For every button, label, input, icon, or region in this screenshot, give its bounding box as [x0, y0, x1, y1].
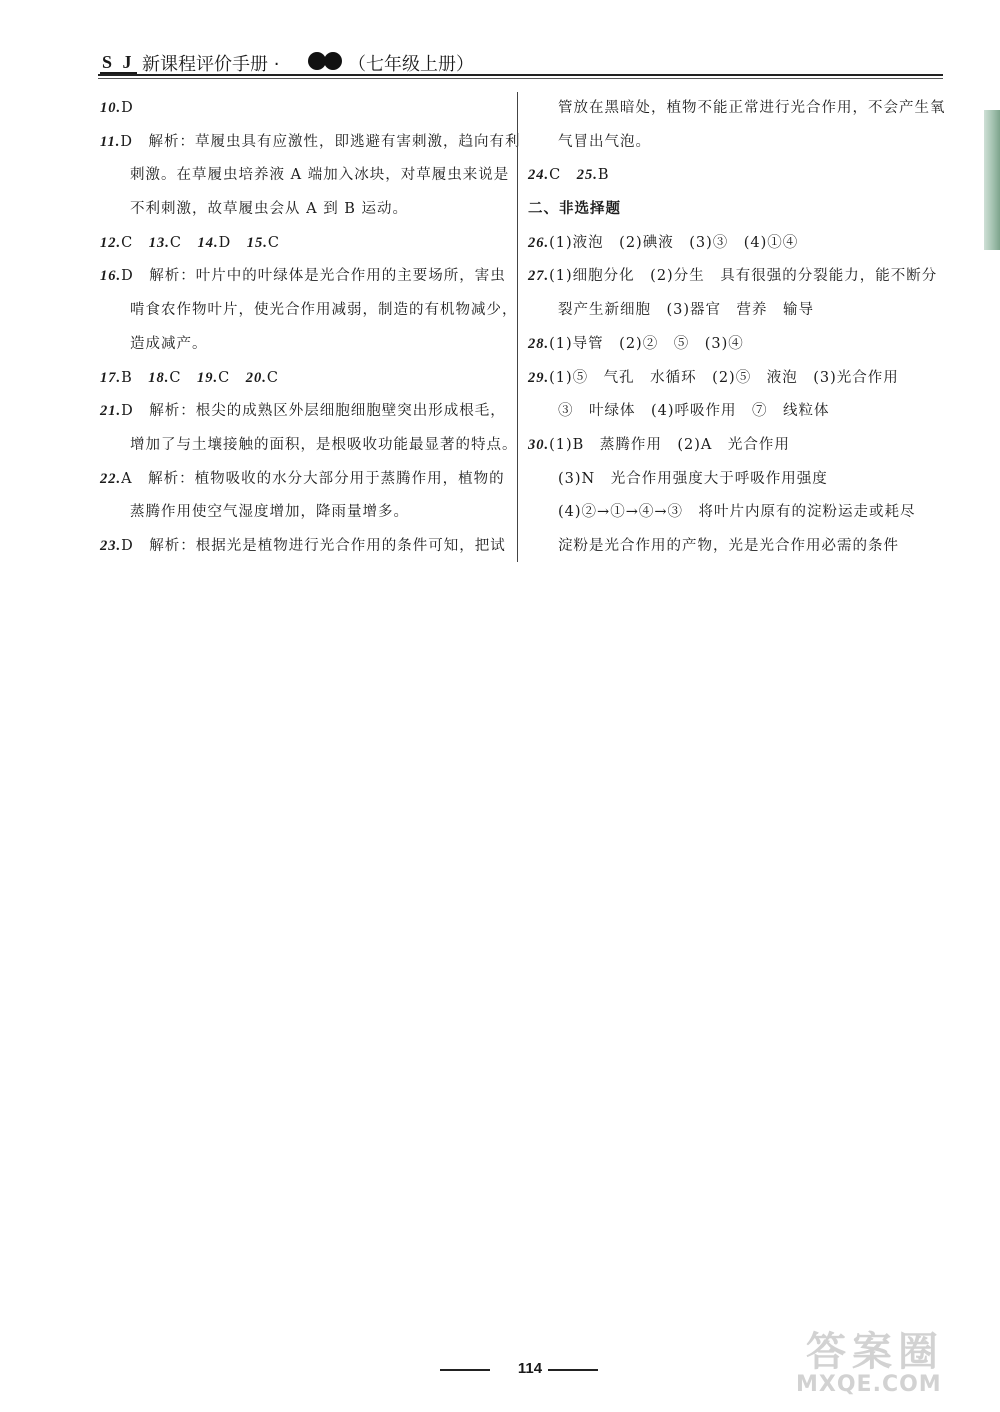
answer-line [528, 463, 943, 497]
answer-text: A 解析：植物吸收的水分大部分用于蒸腾作用，植物的 [121, 470, 505, 487]
answer-text: D [218, 234, 247, 251]
answer-text: D 解析：叶片中的叶绿体是光合作用的主要场所，害虫 [121, 268, 506, 285]
answer-line [100, 395, 510, 429]
answer-continuation: 刺激。在草履虫培养液 A 端加入冰块，对草履虫来说是 [130, 167, 510, 184]
answer-line [100, 429, 518, 463]
book-title: 新课程评价手册 · [142, 54, 280, 75]
answer-line [100, 362, 510, 396]
answer-text: C [266, 369, 279, 386]
question-number: 24. [528, 167, 550, 184]
answer-line [100, 126, 521, 160]
answer-text: (1)⑤ 气孔 水循环 (2)⑤ 液泡 (3)光合作用 [549, 369, 899, 386]
answer-text: C [549, 167, 577, 184]
answer-line [100, 92, 510, 126]
answer-text: C [121, 234, 149, 251]
question-number: 25. [576, 167, 598, 184]
question-number: 17. [100, 369, 122, 386]
answers-left-column [100, 92, 521, 564]
page-number: 114 [517, 1360, 543, 1377]
header-rule-thin [98, 78, 943, 79]
answer-continuation: (3)N 光合作用强度大于呼吸作用强度 [558, 470, 828, 487]
question-number: 29. [528, 369, 550, 386]
question-number: 26. [528, 234, 550, 251]
question-number: 28. [528, 335, 550, 352]
answer-line [528, 362, 943, 396]
watermark [796, 1320, 986, 1400]
answer-line [528, 328, 943, 362]
logo-dots-icon [308, 52, 340, 74]
series-logo: S J [102, 52, 135, 72]
answer-text: D [121, 100, 134, 116]
answer-continuation: 裂产生新细胞 (3)器官 营养 输导 [558, 302, 815, 319]
question-number: 22. [100, 470, 122, 487]
answer-line [528, 159, 943, 193]
answer-continuation: (4)②→①→④→③ 将叶片内原有的淀粉运走或耗尽 [558, 504, 916, 521]
question-number: 12. [100, 234, 122, 251]
answer-continuation: ③ 叶绿体 (4)呼吸作用 ⑦ 线粒体 [558, 403, 830, 420]
question-number: 14. [197, 234, 219, 251]
answer-line [100, 463, 510, 497]
question-number: 16. [100, 268, 122, 285]
answer-text: (1)液泡 (2)碘液 (3)③ (4)①④ [549, 234, 799, 251]
answer-continuation: 啃食农作物叶片，使光合作用减弱，制造的有机物减少， [130, 302, 518, 319]
watermark-url: MXQE.COM [796, 1372, 942, 1397]
answer-text: D 解析：根据光是植物进行光合作用的条件可知，把试 [121, 537, 506, 554]
answer-text: C [169, 234, 198, 251]
answer-line [100, 159, 510, 193]
question-number: 21. [100, 403, 122, 420]
question-number: 15. [246, 234, 268, 251]
answer-line [528, 126, 943, 160]
answer-line [528, 530, 943, 564]
answer-text: (1)细胞分化 (2)分生 具有很强的分裂能力，能不断分 [549, 268, 938, 285]
answer-line [528, 227, 943, 261]
answer-text: C [218, 369, 246, 386]
answer-continuation: 不利刺激，故草履虫会从 A 到 B 运动。 [130, 201, 409, 218]
answer-text: (1)导管 (2)② ⑤ (3)④ [549, 335, 744, 352]
section-heading: 二、非选择题 [528, 201, 621, 218]
answer-line [100, 294, 518, 328]
question-number: 23. [100, 537, 122, 554]
answer-continuation: 增加了与土壤接触的面积，是根吸收功能最显著的特点。 [130, 436, 518, 453]
answer-line [528, 294, 943, 328]
answer-continuation: 淀粉是光合作用的产物，光是光合作用必需的条件 [558, 537, 899, 554]
answer-continuation: 管放在黑暗处，植物不能正常进行光合作用，不会产生氧 [558, 100, 946, 116]
answer-line [528, 429, 943, 463]
question-number: 10. [100, 100, 122, 116]
answer-line [528, 92, 946, 126]
answer-line [528, 496, 943, 530]
question-number: 19. [197, 369, 219, 386]
answer-text: B [121, 369, 149, 386]
answer-line [528, 193, 943, 227]
answer-continuation: 气冒出气泡。 [558, 133, 651, 150]
question-number: 27. [528, 268, 550, 285]
column-divider [517, 92, 518, 562]
question-number: 30. [528, 436, 550, 453]
question-number: 11. [100, 133, 121, 150]
question-number: 20. [245, 369, 267, 386]
page-edge-strip [984, 110, 1000, 250]
answer-line [528, 395, 943, 429]
answer-text: D 解析：草履虫具有应激性，即逃避有害刺激，趋向有利 [120, 133, 521, 150]
answer-line [528, 260, 943, 294]
answer-line [100, 496, 510, 530]
question-number: 13. [148, 234, 170, 251]
answer-text: C [267, 234, 280, 251]
header-rule [98, 74, 943, 76]
answer-line [100, 260, 510, 294]
answers-right-column [528, 92, 946, 564]
answer-text: B [597, 167, 610, 184]
watermark-logo-text: 答案圈 [806, 1329, 944, 1375]
answer-line [100, 193, 510, 227]
grade-label: （七年级上册） [348, 54, 474, 75]
question-number: 18. [148, 369, 170, 386]
answer-line [100, 328, 510, 362]
answer-line [100, 530, 510, 564]
answer-continuation: 蒸腾作用使空气湿度增加，降雨量增多。 [130, 504, 409, 521]
answer-text: D 解析：根尖的成熟区外层细胞细胞壁突出形成根毛， [121, 403, 506, 420]
answer-text: (1)B 蒸腾作用 (2)A 光合作用 [549, 436, 790, 453]
answer-continuation: 造成减产。 [130, 335, 208, 352]
answer-text: C [169, 369, 198, 386]
footer-ornament-right [548, 1369, 598, 1371]
answer-line [100, 227, 510, 261]
